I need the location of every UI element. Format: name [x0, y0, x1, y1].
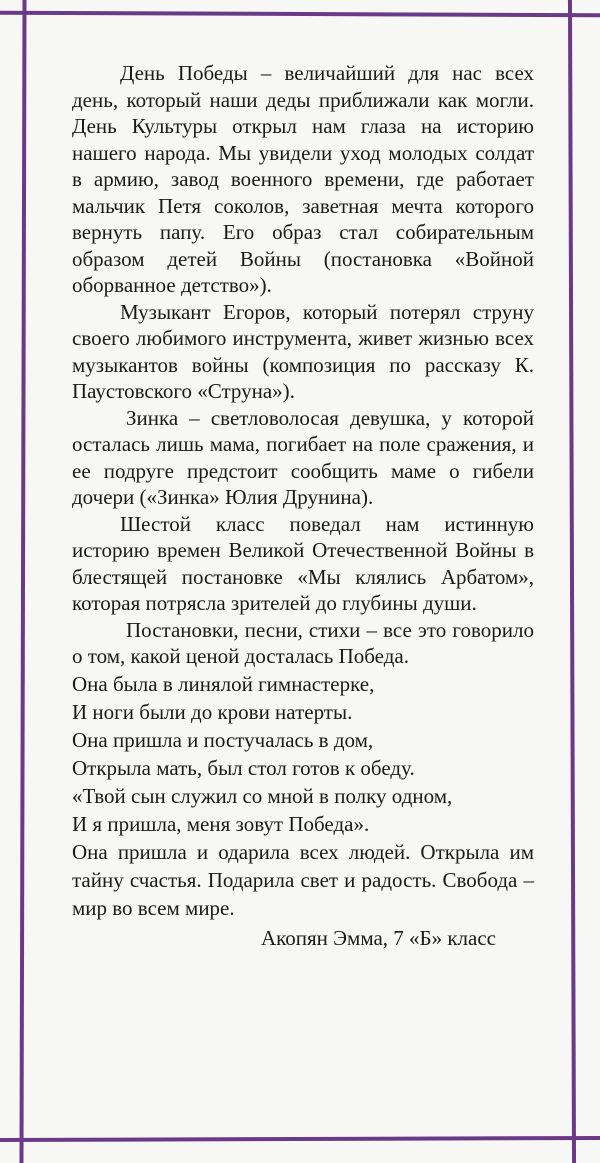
- author-signature: Акопян Эмма, 7 «Б» класс: [260, 925, 496, 950]
- frame-top-line: [0, 11, 600, 18]
- frame-left-line: [19, 0, 26, 1163]
- paragraph-performances: Постановки, песни, стихи – все это говорило о том, какой ценой досталась Победа.: [72, 617, 534, 668]
- closing-paragraph: Она пришла и одарила всех людей. Открыла им тайну счастья. Подарила свет и радость. Свобода – мир во всем мире.: [72, 839, 534, 920]
- frame-right-line: [568, 0, 576, 1163]
- poem-line: Она была в линялой гимнастерке,: [72, 671, 375, 696]
- poem-line: И ноги были до крови натерты.: [72, 699, 353, 724]
- paragraph-zinka: Зинка – светловолосая девушка, у которой осталась лишь мама, погибает на поле сражения, и ее подруге предстоит сообщить маме о гибели дочери («Зинка» Юлия Друнина).: [72, 405, 534, 509]
- paragraph-sixth-class: Шестой класс поведал нам истинную историю времен Великой Отечественной Войны в блестящей постановке «Мы клялись Арбатом», которая потрясла зрителей до глубины души.: [72, 511, 534, 615]
- poem-line: И я пришла, меня зовут Победа».: [72, 811, 370, 836]
- paragraph-victory-day: День Победы – величайший для нас всех день, который наши деды приближали как могли. День Культуры открыл нам глаза на историю нашего народа. Мы увидели уход молодых солдат в армию, завод военного времени, где работает мальчик Петя соколов, заветная мечта которого вернуть папу. Его образ стал собирательным образом детей Войны (постановка «Войной оборванное детство»).: [72, 61, 534, 297]
- poem-line: Она пришла и постучалась в дом,: [72, 727, 374, 752]
- poem-line: «Твой сын служил со мной в полку одном,: [72, 783, 453, 808]
- poem-line: Открыла мать, был стол готов к обеду.: [72, 755, 415, 780]
- paragraph-musician: Музыкант Егоров, который потерял струну своего любимого инструмента, живет жизнью всех музыкантов войны (композиция по рассказу К. Паустовского «Струна»).: [72, 299, 534, 403]
- frame-bottom-line: [0, 1136, 600, 1142]
- article-text: [72, 60, 534, 952]
- poem: [72, 670, 534, 838]
